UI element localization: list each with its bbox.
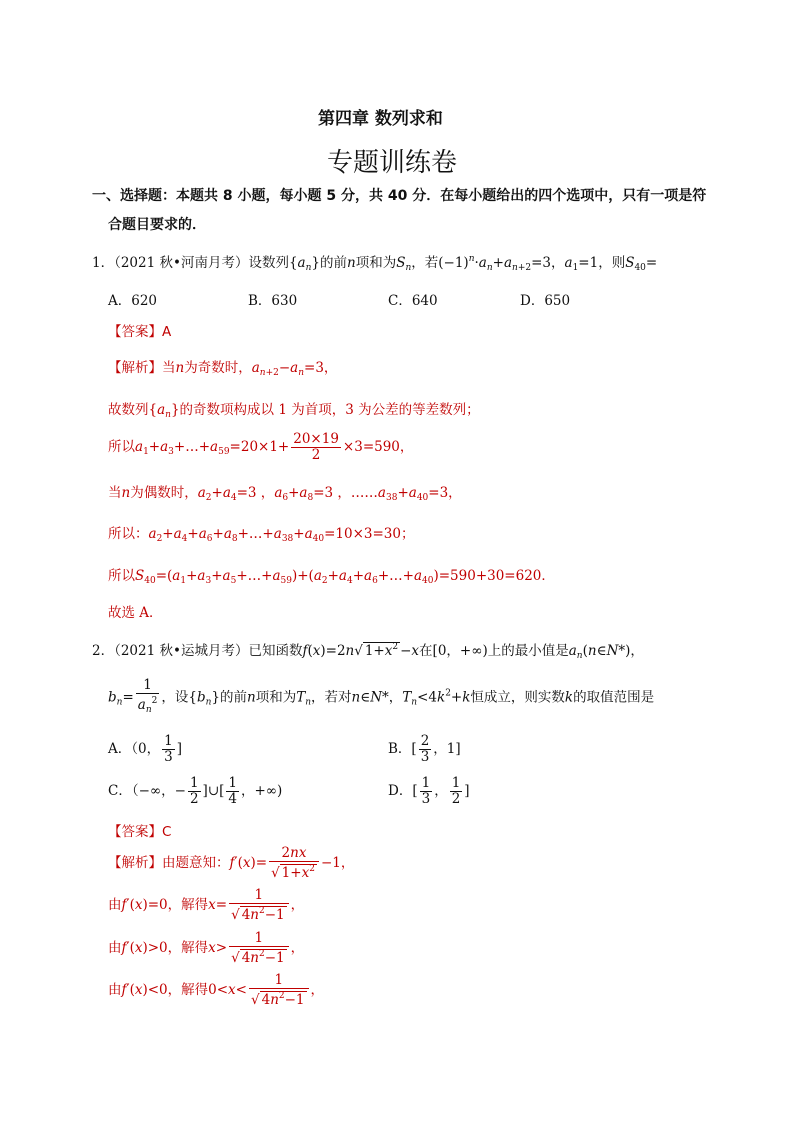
analysis-1-conclusion: 故选 A． bbox=[108, 605, 163, 621]
question-1-source: 1．（2021 秋•河南月考）设数列 bbox=[92, 255, 289, 271]
analysis-text: 当 bbox=[108, 485, 122, 501]
analysis-label: 【解析】 bbox=[108, 855, 162, 871]
question-1-stem: 1．（2021 秋•河南月考）设数列$\{a_n\}$的前n项和为$S_n$，若$(-1)^n\cdot a_n+a_{n+2}=3$，$a_1=1$，则$S_{40}=$ bbox=[92, 254, 658, 273]
q1-text: ，则 bbox=[598, 255, 626, 271]
analysis-text: 当 bbox=[162, 360, 176, 376]
q2-text: 恒成立，则实数 bbox=[470, 689, 565, 706]
q2-text: 的取值范围是 bbox=[573, 689, 655, 706]
analysis-text: 由题意知： bbox=[162, 855, 230, 871]
analysis-text: 的奇数项构成以 1 为首项，3 为公差的等差数列； bbox=[179, 402, 480, 418]
q2-text: ，设 bbox=[161, 689, 189, 706]
q2-text: 项和为 bbox=[255, 689, 297, 706]
option-c-label: C．（−∞， bbox=[108, 783, 175, 799]
option-b: B．630 bbox=[248, 293, 298, 309]
analysis-text: 为奇数时， bbox=[184, 360, 252, 376]
analysis-text: 所以 bbox=[108, 568, 135, 584]
analysis-2-line2: 由f′(x)=0，解得x= $\frac{1}{√ 4n^2-1}$ ， bbox=[108, 887, 305, 923]
analysis-1-line6: 所以$S_{40}=(a_1+a_3+a_5+\dots+a_{59})+(a_2+a_4+a_6+\dots+a_{40})=590+30=620$． bbox=[108, 568, 555, 586]
option-c: C．640 bbox=[388, 293, 438, 309]
option-d-label: D．[ bbox=[388, 783, 418, 799]
analysis-1-line1: 【解析】当n为奇数时，$a_{n+2}-a_n=3$， bbox=[108, 360, 338, 378]
analysis-text: 为偶数时， bbox=[130, 485, 198, 501]
q2-text: 在[0，+∞)上的最小值是 bbox=[419, 643, 569, 659]
analysis-text: 由 bbox=[108, 897, 122, 913]
option-b-label: B．[ bbox=[388, 741, 417, 757]
section-instruction-line2: 合题目要求的． bbox=[108, 217, 206, 233]
option-d: D．[ $\frac{1}{3}$ ， $\frac{1}{2}$ ] bbox=[388, 775, 470, 807]
analysis-text: 故数列 bbox=[108, 402, 149, 418]
analysis-text: ，解得 bbox=[167, 940, 209, 956]
analysis-text: ，解得 bbox=[167, 982, 209, 998]
analysis-1-line2: 故数列$\{a_n\}$的奇数项构成以 1 为首项，3 为公差的等差数列； bbox=[108, 402, 480, 420]
q2-text: ，若对 bbox=[311, 689, 352, 706]
option-a: A．620 bbox=[108, 293, 158, 309]
page-subtitle: 专题训练卷 bbox=[327, 148, 458, 178]
chapter-title: 第四章 数列求和 bbox=[318, 109, 443, 129]
option-b: B．[ $\frac{2}{3}$ ，1] bbox=[388, 733, 461, 765]
q1-text: ，若 bbox=[411, 255, 439, 271]
analysis-1-line5: 所以：$a_2+a_4+a_6+a_8+\dots+a_{38}+a_{40}=10\times 3=30$； bbox=[108, 526, 415, 544]
question-2-source: 2．（2021 秋•运城月考）已知函数 bbox=[92, 643, 303, 659]
option-d: D．650 bbox=[520, 293, 571, 309]
analysis-text: 由 bbox=[108, 940, 122, 956]
q2-text: ， bbox=[388, 689, 403, 706]
q2-text: 的前 bbox=[220, 689, 247, 706]
analysis-2-line4: 由f′(x)<0，解得0<x< $\frac{1}{√ 4n^2-1}$ ， bbox=[108, 972, 325, 1008]
option-a: A．（0， $\frac{1}{3}$ ] bbox=[108, 733, 182, 765]
q1-text: 的前 bbox=[320, 255, 347, 271]
analysis-1-line3: 所以$a_1+a_3+\dots+a_{59}=20\times 1+$ $\frac{20\times 19}{2}$ ×3=590， bbox=[108, 431, 414, 463]
answer-2: 【答案】C bbox=[108, 824, 172, 840]
analysis-text: 所以 bbox=[108, 439, 135, 455]
q1-text: ， bbox=[551, 255, 565, 271]
question-2-stem-line1: 2．（2021 秋•运城月考）已知函数f(x)=2n√ $1+x^2 -x$在[0，+∞)上的最小值是$a_n(n\in N*)$， bbox=[92, 642, 644, 661]
analysis-label: 【解析】 bbox=[108, 360, 162, 376]
question-2-stem-line2: $b_n=$ $\frac{1}{a_n^2}$ ，设$\{b_n\}$的前n项和为$T_n$，若对n∈N*，$T_n<4k^2+k$恒成立，则实数k的取值范围是 bbox=[108, 677, 655, 715]
q1-text: 项和为 bbox=[355, 255, 397, 271]
analysis-2-line1: 【解析】由题意知：f′(x)= $\frac{2nx}{√ 1+x^2}$ −1， bbox=[108, 845, 355, 881]
section-instruction-line1: 一、选择题：本题共 8 小题，每小题 5 分，共 40 分．在每小题给出的四个选项中，只有一项是符 bbox=[92, 188, 707, 204]
analysis-text: ，解得 bbox=[167, 897, 209, 913]
analysis-text: 所以： bbox=[108, 526, 149, 542]
answer-1: 【答案】A bbox=[108, 324, 172, 340]
analysis-2-line3: 由f′(x)>0，解得x> $\frac{1}{√ 4n^2-1}$ ， bbox=[108, 930, 305, 966]
option-c: C．（−∞，− $\frac{1}{2}$ ]∪[ $\frac{1}{4}$ ，+∞) bbox=[108, 775, 283, 807]
analysis-1-line4: 当n为偶数时，$a_2+a_4=3$ ，$a_6+a_8=3$ ，$\dots\dots a_{38}+a_{40}=3$， bbox=[108, 485, 462, 503]
analysis-text: 由 bbox=[108, 982, 122, 998]
option-a-label: A．（0， bbox=[108, 741, 161, 757]
